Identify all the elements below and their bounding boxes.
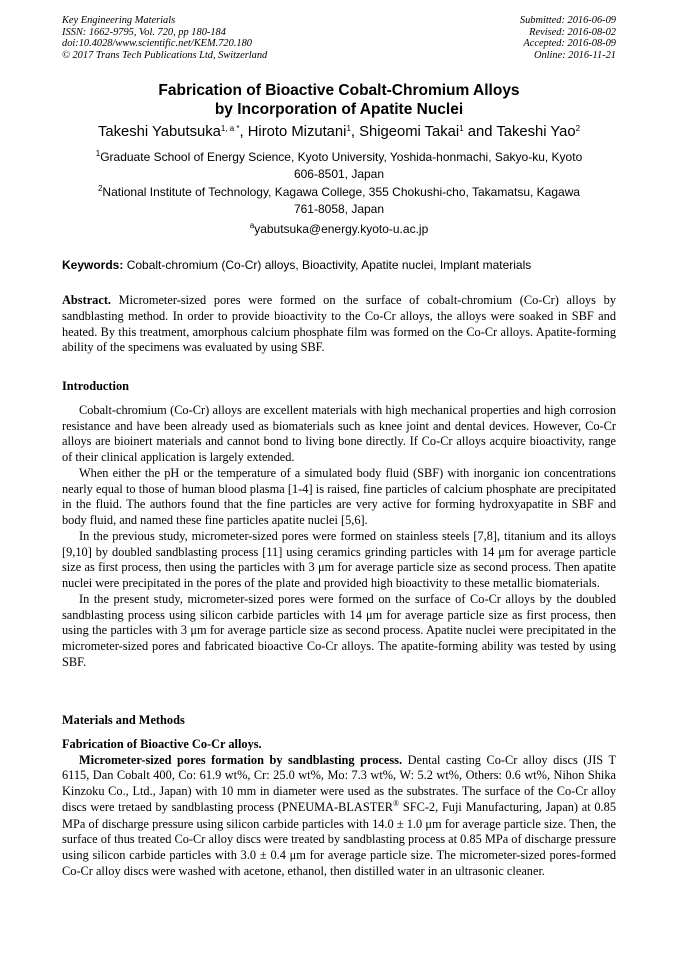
date-submitted: Submitted: 2016-06-09 xyxy=(519,15,616,26)
abstract-text: Micrometer-sized pores were formed on the surface of cobalt-chromium (Co-Cr) alloys by sandblasting method. In order to provide bioactivity to the Co-Cr alloys, the alloys were soaked in SBF and heated. By this treatment, amorphous calcium phosphate film was formed on the Co-Cr alloys. Apatite-forming ability of the specimens was evaluated by using SBF. xyxy=(62,293,616,355)
introduction-paragraph: In the present study, micrometer-sized pores were formed on the surface of Co-Cr alloys by the doubled sandblasting process using silicon carbide particles with 14 μm for average particle size as first process, then using the particles with 3 μm for average particle size as second process. Apatite nuclei were precipitated in the micrometer-sized pores and fabricated bioactive Co-Cr alloys. The apatite-forming ability was tested by using SBF. xyxy=(62,591,616,669)
email-mark: a xyxy=(249,221,255,230)
journal-info xyxy=(62,15,267,61)
affiliation-mark: 2 xyxy=(97,184,103,193)
author-name: Takeshi Yao xyxy=(496,124,576,140)
date-accepted: Accepted: 2016-08-09 xyxy=(523,38,616,49)
author-affiliation-mark: 2 xyxy=(575,124,581,133)
methods-text-a: Dental casting Co-Cr alloy discs (JIS T 6115, Dan Cobalt 400, Co: 61.9 wt%, Cr: 25.0 wt%, Mo: 7.3 wt%, W: 5.2 wt%, Others: 0.6 wt%, Nihon Shika Kinzoku Co., Ltd., Japan) with 10 mm in diameter were used as the substrates. The surface of the Co-Cr alloy discs were tretaed by sandblasting process (PNEUMA-BLASTER xyxy=(62,752,617,814)
affiliation-mark: 1 xyxy=(95,149,101,158)
corresponding-email xyxy=(62,222,616,238)
introduction-section xyxy=(62,379,616,671)
author-affiliation-mark: 1, a * xyxy=(220,124,240,133)
journal-issn: ISSN: 1662-9795, Vol. 720, pp 180-184 xyxy=(62,26,226,38)
registered-mark: ® xyxy=(393,798,400,808)
title-line-2: by Incorporation of Apatite Nuclei xyxy=(214,101,464,118)
author-list xyxy=(40,123,638,143)
author-separator: and xyxy=(463,124,497,140)
keywords xyxy=(62,258,622,273)
paper-title xyxy=(62,81,616,119)
methods-heading: Materials and Methods xyxy=(62,713,185,727)
methods-subheading: Fabrication of Bioactive Co-Cr alloys. xyxy=(62,736,262,751)
title-line-1: Fabrication of Bioactive Cobalt-Chromium Alloys xyxy=(158,82,520,99)
affiliation-text: 606-8501, Japan xyxy=(293,166,385,181)
keywords-text: Cobalt-chromium (Co-Cr) alloys, Bioactivity, Apatite nuclei, Implant materials xyxy=(123,258,532,272)
introduction-paragraph: Cobalt-chromium (Co-Cr) alloys are excellent materials with high mechanical properties and high corrosion resistance and have been already used as biomaterials such as knee joint and dental devices. However, Co-Cr alloys are bioinert materials and cannot bond to living bone directly. If Co-Cr alloys acquire bioactivity, range of their clinical application is largely extended. xyxy=(62,402,616,464)
date-online: Online: 2016-11-21 xyxy=(533,49,616,61)
journal-doi: doi:10.4028/www.scientific.net/KEM.720.180 xyxy=(62,38,252,49)
abstract xyxy=(62,293,616,356)
affiliation-text: Graduate School of Energy Science, Kyoto University, Yoshida-honmachi, Sakyo-ku, Kyoto xyxy=(100,150,583,164)
author-name: Shigeomi Takai xyxy=(359,124,460,140)
email-address[interactable]: yabutsuka@energy.kyoto-u.ac.jp xyxy=(254,222,429,236)
introduction-paragraph: When either the pH or the temperature of a simulated body fluid (SBF) with inorganic ion concentrations nearly equal to those of human blood plasma [1-4] is raised, fine particles of calcium phosphate are precipitated in the fluid. The authors found that the fine particles are very active for forming hydroxyapatite in SBF and body fluid, and named these fine particles apatite nuclei [5,6]. xyxy=(62,465,616,527)
affiliation-1 xyxy=(62,150,616,182)
keywords-label: Keywords: xyxy=(62,258,124,272)
methods-text-b: SFC-2, Fuji Manufacturing, Japan) at 0.85 MPa of discharge pressure using silicon carbide particles with 14.0 ± 1.0 μm for average particle size. Then, the surface of thus treated Co-Cr alloy discs were treated by sandblasting process at 0.85 MPa of discharge pressure using silicon carbide particles with 3.0 ± 0.4 μm for average particle size. The micrometer-sized pores-formed Co-Cr alloy discs were washed with acetone, ethanol, then distilled water in an ultrasonic cleaner. xyxy=(62,799,616,878)
publication-dates xyxy=(520,15,616,61)
journal-name: Key Engineering Materials xyxy=(62,15,176,26)
author-name: Hiroto Mizutani xyxy=(247,124,347,140)
author-name: Takeshi Yabutsuka xyxy=(97,124,221,140)
methods-section xyxy=(62,713,616,880)
author-affiliation-mark: 1 xyxy=(346,124,351,133)
methods-lead: Micrometer-sized pores formation by sandblasting process. xyxy=(79,752,403,767)
affiliation-2 xyxy=(62,185,616,217)
journal-copyright: © 2017 Trans Tech Publications Ltd, Switzerland xyxy=(62,49,268,61)
introduction-paragraph: In the previous study, micrometer-sized pores were formed on stainless steels [7,8], titanium and its alloys [9,10] by doubled sandblasting process [11] using ceramics grinding particles with 14 μm for average particle size as first process, then using the particles with 3 μm for average particle size as second process. Then apatite nuclei were precipitated in the pores of the plate and provided high bioactivity to these metallic biomaterials. xyxy=(62,528,616,590)
abstract-label: Abstract. xyxy=(62,293,112,307)
author-separator: , xyxy=(239,124,248,140)
author-affiliation-mark: 1 xyxy=(459,124,464,133)
affiliation-text: National Institute of Technology, Kagawa College, 355 Chokushi-cho, Takamatsu, Kagawa xyxy=(102,185,581,199)
affiliation-text: 761-8058, Japan xyxy=(293,201,385,216)
date-revised: Revised: 2016-08-02 xyxy=(529,26,616,38)
methods-paragraph xyxy=(62,753,616,880)
introduction-heading: Introduction xyxy=(62,379,129,393)
author-separator: , xyxy=(350,124,360,140)
